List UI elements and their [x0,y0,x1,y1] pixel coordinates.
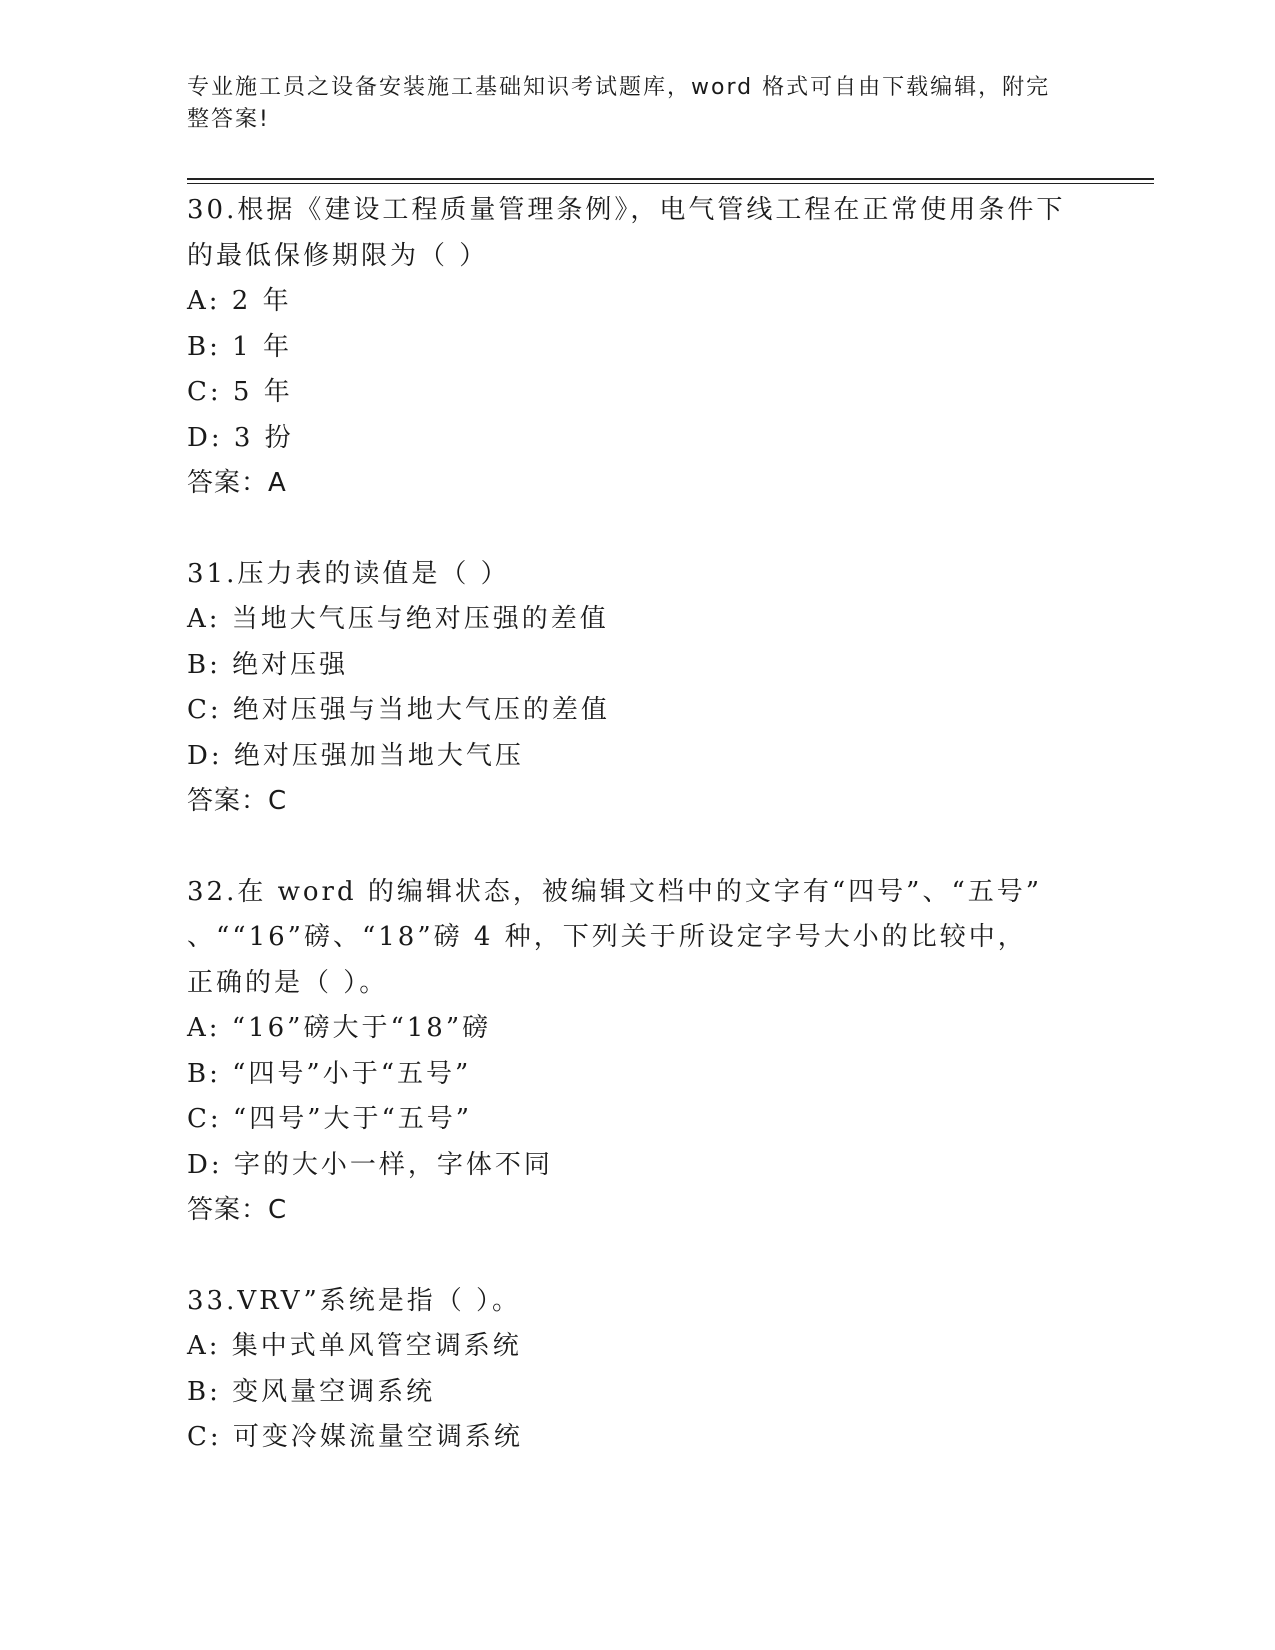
answer-option: C: 可变冷媒流量空调系统 [187,1422,523,1452]
answer-option: C: 绝对压强与当地大气压的差值 [187,695,610,725]
question-block [187,870,1087,1234]
question-list [187,188,1087,1506]
question-stem-line: 32.在 word 的编辑状态，被编辑文档中的文字有“四号”、“五号” [187,876,1043,907]
answer-option: A: 集中式单风管空调系统 [187,1331,522,1361]
question-stem-line: 30.根据《建设工程质量管理条例》，电气管线工程在正常使用条件下 [187,195,1066,225]
question-block [187,552,1087,825]
question-block [187,1279,1087,1461]
answer-option: D: 3 扮 [187,422,294,453]
question-stem-line: 33.VRV”系统是指（ ）。 [187,1285,522,1316]
question-block [187,188,1087,507]
answer-option: C: 5 年 [187,377,293,407]
question-stem-line: 正确的是（ ）。 [187,967,389,998]
answer-option: D: 字的大小一样，字体不同 [187,1149,553,1180]
header-rule-thick [187,178,1154,180]
correct-answer: 答案：A [187,468,287,498]
answer-option: B: 1 年 [187,331,292,362]
question-stem-line: 31.压力表的读值是（ ） [187,558,510,589]
answer-option: D: 绝对压强加当地大气压 [187,740,524,771]
answer-option: B: 绝对压强 [187,649,349,680]
answer-option: A: “16”磅大于“18”磅 [187,1013,492,1043]
answer-option: A: 2 年 [187,286,292,316]
correct-answer: 答案：C [187,1195,288,1225]
document-header [187,72,1067,136]
header-line-2: 整答案! [187,107,270,132]
answer-option: C: “四号”大于“五号” [187,1104,473,1134]
question-stem-line: 、““16”磅、“18”磅 4 种，下列关于所设定字号大小的比较中， [187,922,1027,952]
answer-option: B: 变风量空调系统 [187,1376,436,1407]
answer-option: B: “四号”小于“五号” [187,1058,472,1089]
question-stem-line: 的最低保修期限为（ ） [187,240,489,271]
answer-option: A: 当地大气压与绝对压强的差值 [187,604,609,634]
header-rule-thin [187,183,1154,184]
header-line-1: 专业施工员之设备安装施工基础知识考试题库，word 格式可自由下载编辑，附完 [187,75,1051,100]
correct-answer: 答案：C [187,786,288,816]
